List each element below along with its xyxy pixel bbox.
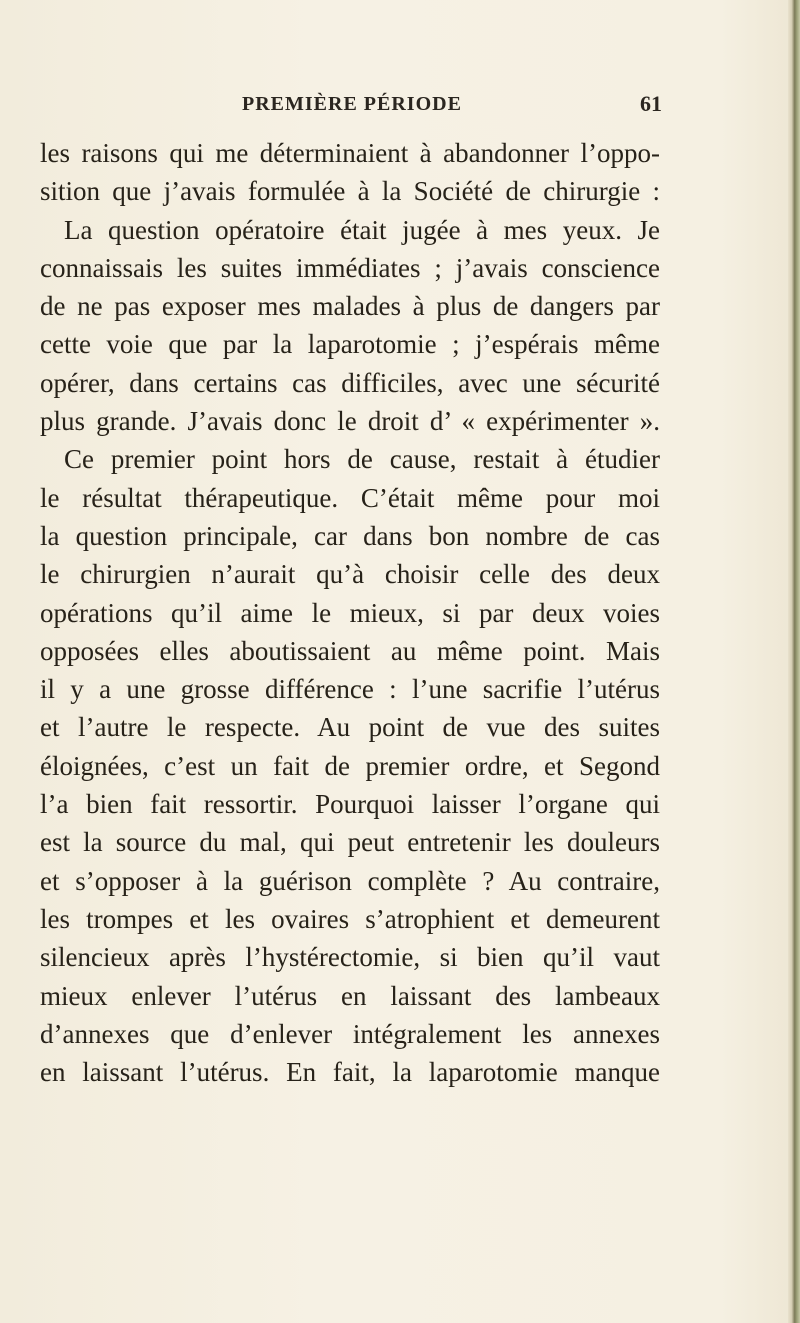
text-line: les raisons qui me déterminaient à abandonner l’oppo-: [40, 138, 660, 168]
text-line: et l’autre le respecte. Au point de vue des suites: [40, 712, 660, 743]
text-line: est la source du mal, qui peut entretenir les douleurs: [40, 827, 660, 858]
page-edge: [788, 0, 800, 1323]
text-line: il y a une grosse différence : l’une sacrifie l’utérus: [40, 674, 660, 705]
text-line: l’a bien fait ressortir. Pourquoi laisser l’organe qui: [40, 789, 660, 820]
text-line: opérer, dans certains cas difficiles, avec une sécurité: [40, 367, 660, 398]
text-line: plus grande. J’avais donc le droit d’ « expérimenter ».: [40, 406, 660, 437]
text-line: mieux enlever l’utérus en laissant des lambeaux: [40, 980, 660, 1011]
text-line: la question principale, car dans bon nombre de cas: [40, 520, 660, 551]
page-number: 61: [640, 91, 662, 116]
text-line: silencieux après l’hystérectomie, si bien qu’il vaut: [40, 942, 660, 973]
text-line: en laissant l’utérus. En fait, la laparotomie manque: [40, 1057, 660, 1088]
body-text: [40, 134, 660, 1091]
text-line: le chirurgien n’aurait qu’à choisir celle des deux: [40, 559, 660, 590]
text-line: le résultat thérapeutique. C’était même pour moi: [40, 482, 660, 513]
text-line: La question opératoire était jugée à mes yeux. Je: [64, 214, 660, 245]
text-line: les trompes et les ovaires s’atrophient et demeurent: [40, 903, 660, 934]
text-line: d’annexes que d’enlever intégralement les annexes: [40, 1018, 660, 1049]
text-line: opérations qu’il aime le mieux, si par deux voies: [40, 597, 660, 628]
text-line: éloignées, c’est un fait de premier ordre, et Segond: [40, 750, 660, 781]
page-header: [242, 93, 662, 123]
text-line: connaissais les suites immédiates ; j’avais conscience: [40, 252, 660, 283]
text-line: sition que j’avais formulée à la Société de chirurgie :: [40, 176, 660, 207]
running-head: PREMIÈRE PÉRIODE: [242, 93, 462, 115]
text-line: et s’opposer à la guérison complète ? Au contraire,: [40, 865, 660, 896]
text-line: de ne pas exposer mes malades à plus de dangers par: [40, 291, 660, 322]
text-line: Ce premier point hors de cause, restait à étudier: [64, 444, 660, 475]
text-line: opposées elles aboutissaient au même point. Mais: [40, 635, 660, 666]
text-line: cette voie que par la laparotomie ; j’espérais même: [40, 329, 660, 360]
